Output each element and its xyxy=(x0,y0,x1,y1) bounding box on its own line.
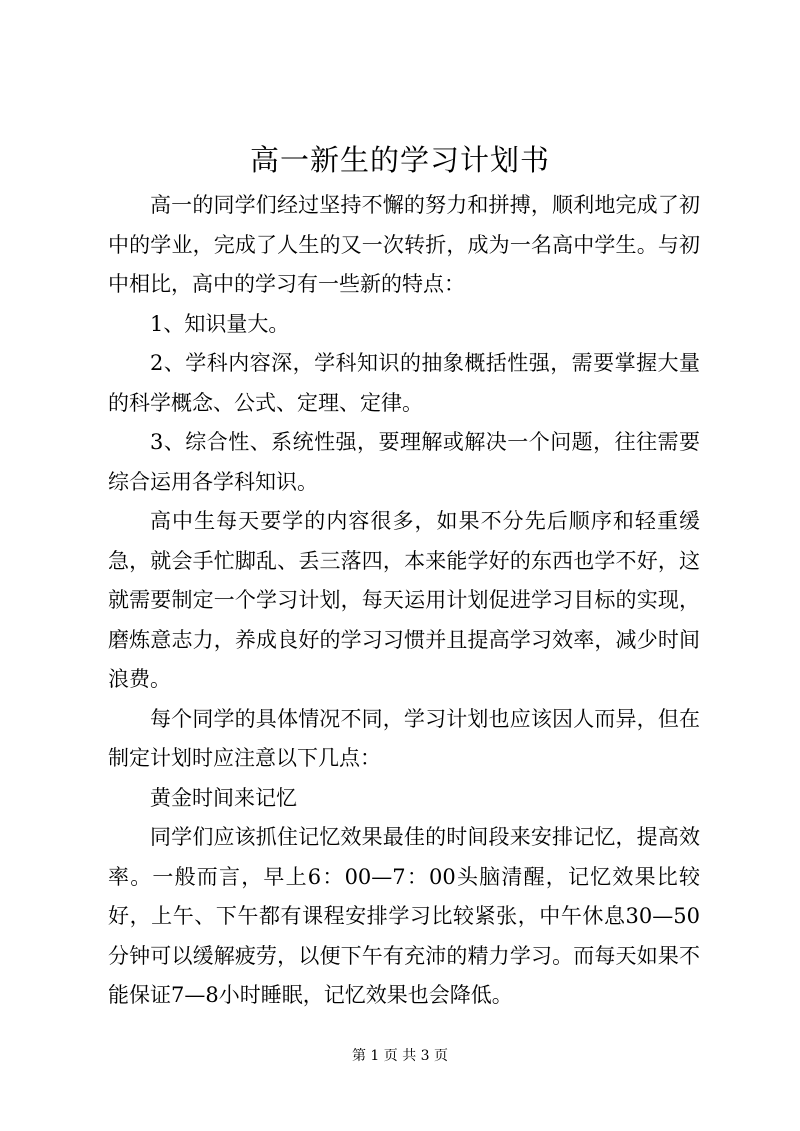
paragraph-point-1: 1、知识量大。 xyxy=(150,311,290,336)
paragraph-individual: 每个同学的具体情况不同，学习计划也应该因人而异，但在制定计划时应注意以下几点： xyxy=(108,706,700,770)
paragraph-memory-time: 同学们应该抓住记忆效果最佳的时间段来安排记忆，提高效率。一般而言，早上6：00—7：00头脑清醒，记忆效果比较好，上午、下午都有课程安排学习比较紧张，中午休息30—50分钟可以缓解疲劳，以便下午有充沛的精力学习。而每天如果不能保证7—8小时睡眠，记忆效果也会降低。 xyxy=(108,825,700,1007)
paragraph-plan-need: 高中生每天要学的内容很多，如果不分先后顺序和轻重缓急，就会手忙脚乱、丢三落四，本来能学好的东西也学不好，这就需要制定一个学习计划，每天运用计划促进学习目标的实现，磨炼意志力，养成良好的学习习惯并且提高学习效率，减少时间浪费。 xyxy=(108,509,700,691)
document-body xyxy=(108,186,700,1016)
paragraph-point-3: 3、综合性、系统性强，要理解或解决一个问题，往往需要综合运用各学科知识。 xyxy=(108,430,700,494)
paragraph-point-2: 2、学科内容深，学科知识的抽象概括性强，需要掌握大量的科学概念、公式、定理、定律。 xyxy=(108,351,700,415)
document-title: 高一新生的学习计划书 xyxy=(249,143,550,177)
paragraph-intro: 高一的同学们经过坚持不懈的努力和拼搏，顺利地完成了初中的学业，完成了人生的又一次转折，成为一名高中学生。与初中相比，高中的学习有一些新的特点： xyxy=(108,193,700,296)
page-footer: 第 1 页 共 3 页 xyxy=(351,1048,449,1064)
section-heading-golden-time: 黄金时间来记忆 xyxy=(150,785,297,810)
